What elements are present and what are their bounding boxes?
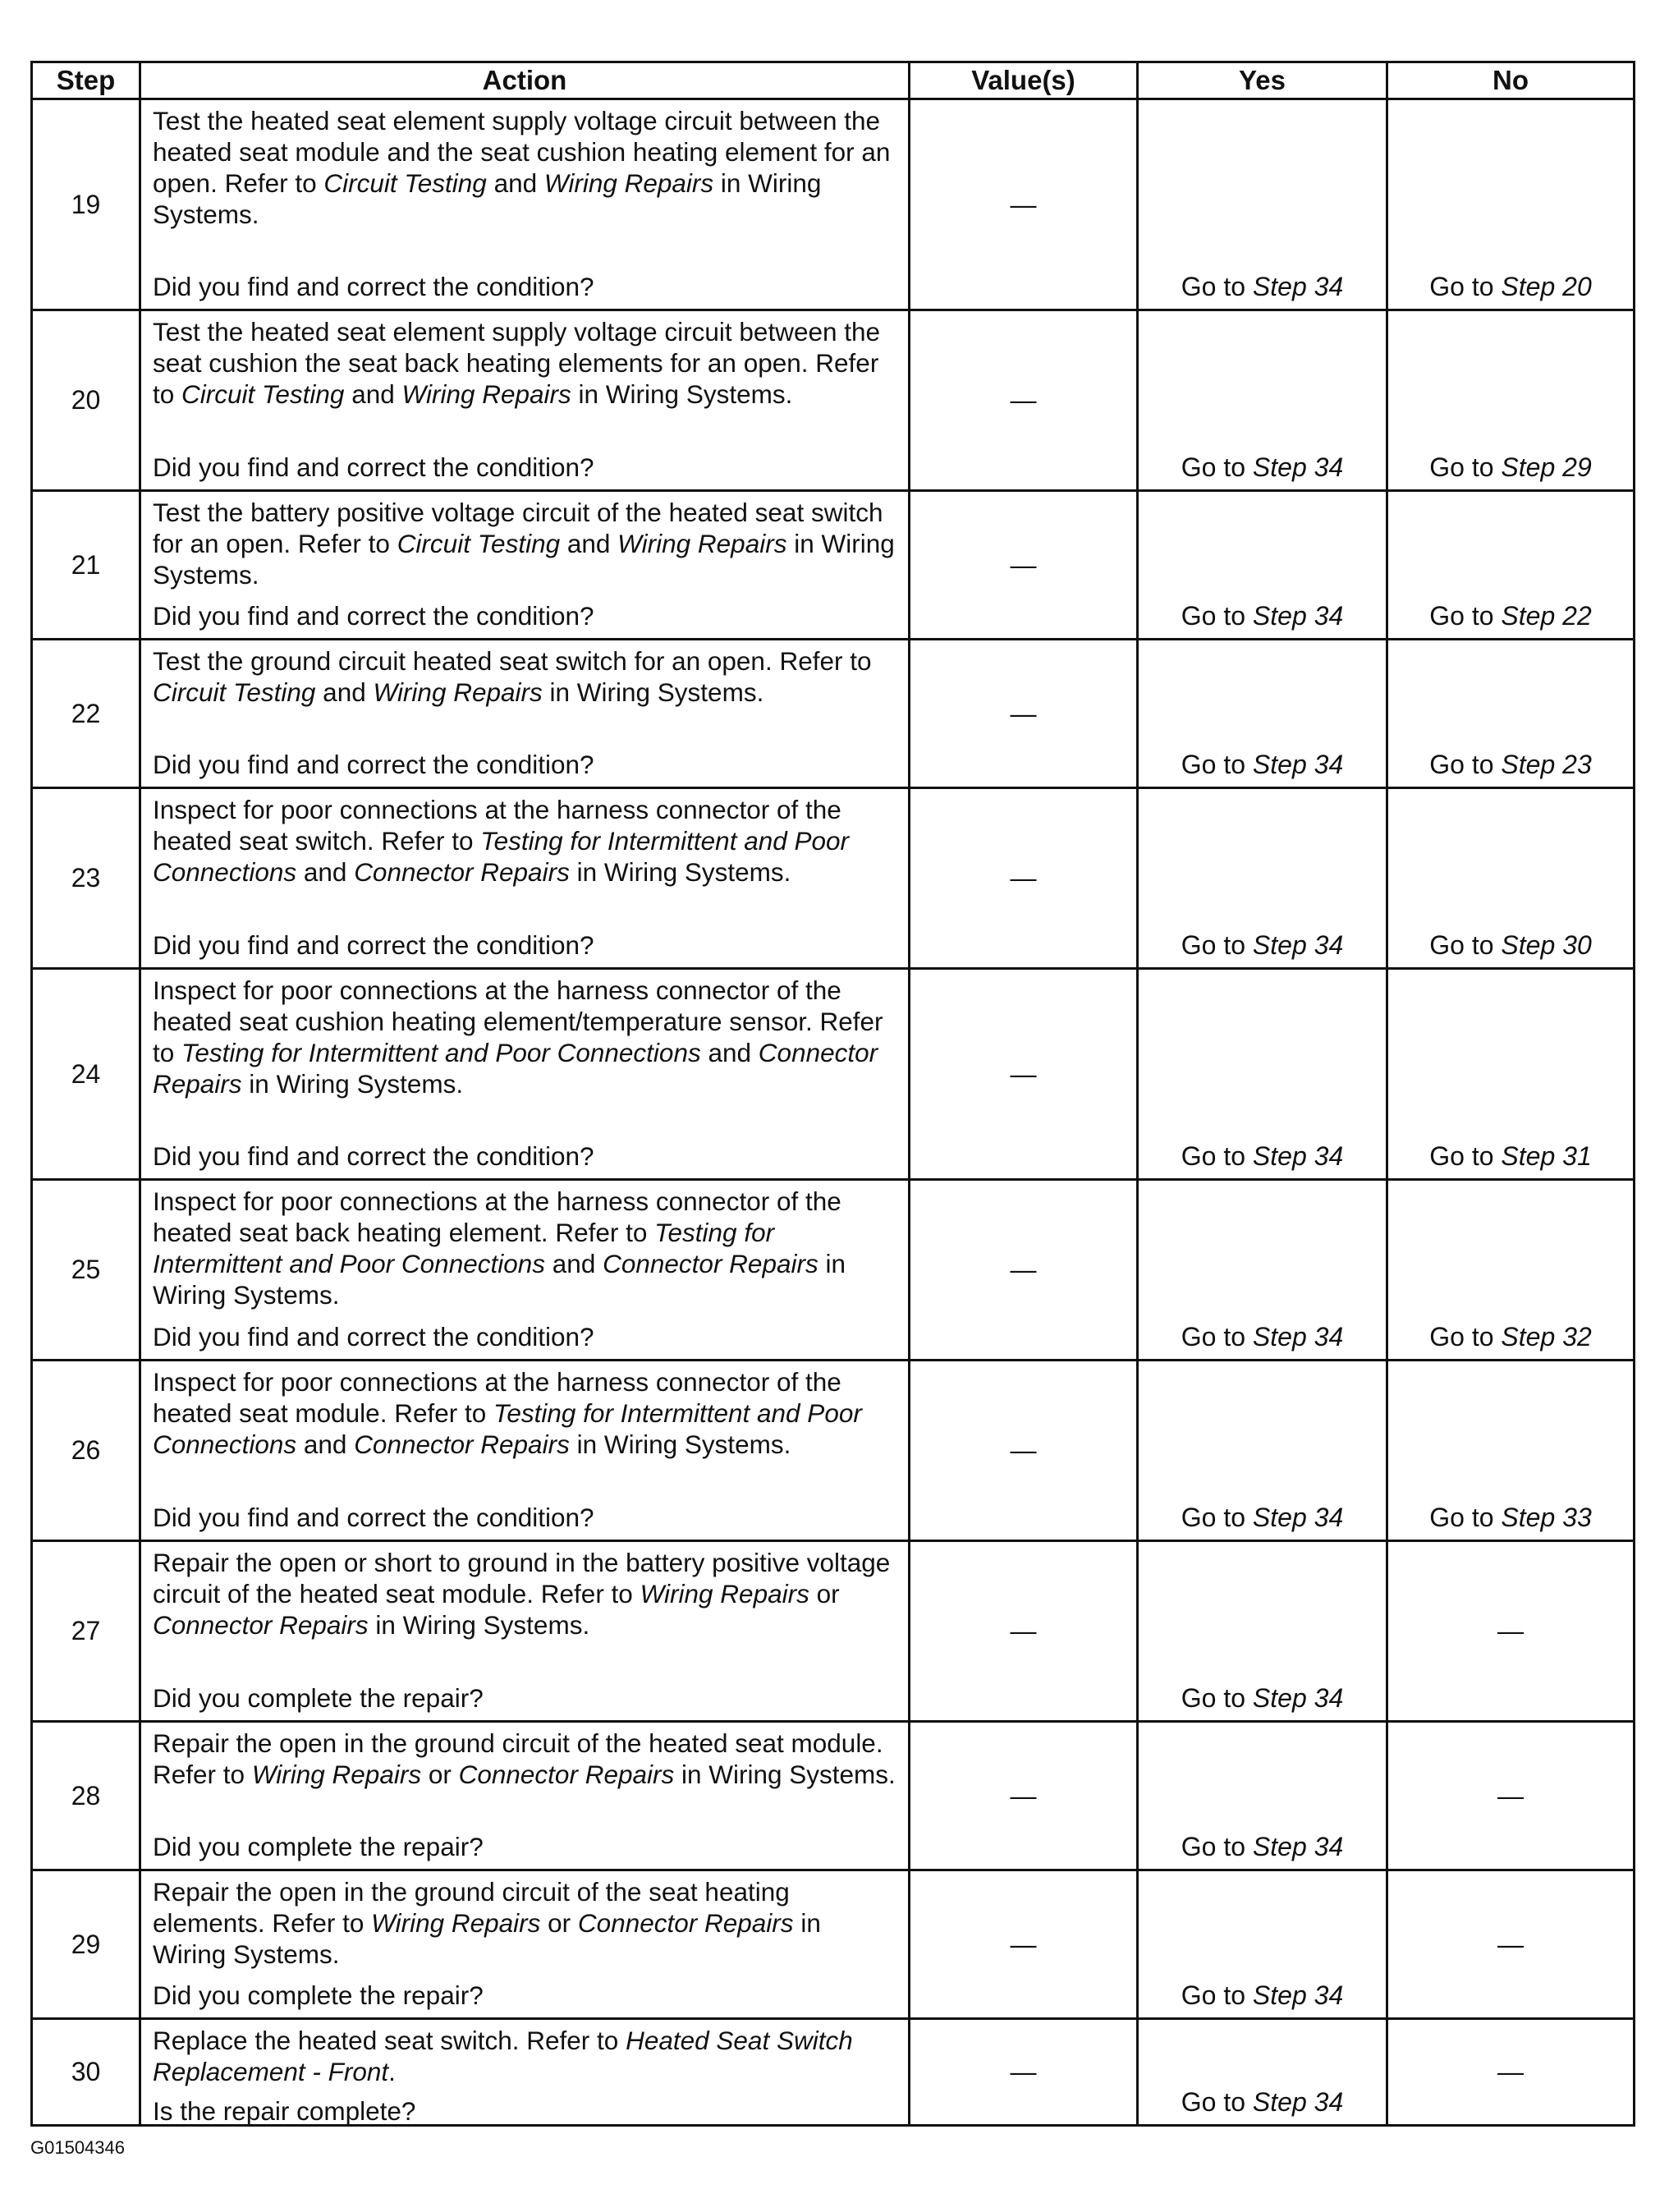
no-goto-link[interactable] [1388,271,1633,302]
yes-goto-link[interactable] [1139,1980,1386,2011]
yes-goto-link[interactable] [1139,1502,1386,1533]
yes-goto-target: Step 34 [1252,1980,1344,2010]
yes-goto-target: Step 34 [1252,272,1344,301]
no-cell [1387,969,1635,1180]
yes-goto-target: Step 34 [1252,1141,1344,1171]
no-goto-link[interactable] [1388,1140,1633,1172]
yes-goto-prefix: Go to [1181,930,1246,960]
value-cell [910,1722,1138,1870]
yes-cell [1138,969,1387,1180]
action-cell [140,1541,910,1722]
value-dash: — [1010,1058,1037,1089]
figure-code: G01504346 [30,2137,125,2158]
table-row [32,1722,1635,1870]
action-instructions: Repair the open in the ground circuit of the seat heating elements. Refer to Wiring Repairs or Connector Repairs in Wiring Systems. [153,1877,821,1969]
diagnostic-table-container [30,61,1633,2127]
yes-cell [1138,2019,1387,2126]
action-cell [140,640,910,788]
yes-goto-target: Step 34 [1252,930,1344,960]
value-cell [910,788,1138,969]
yes-goto-link[interactable] [1139,749,1386,780]
action-content [141,1542,908,1720]
action-cell [140,99,910,310]
yes-cell [1138,1361,1387,1541]
table-row [32,1870,1635,2019]
yes-content [1139,1181,1386,1359]
no-goto-prefix: Go to [1429,452,1494,482]
no-goto-prefix: Go to [1429,1503,1494,1532]
value-dash: — [1010,863,1037,893]
no-cell [1387,1722,1635,1870]
no-content [1388,1361,1633,1540]
header-no: No [1387,62,1635,99]
action-content [141,1723,908,1869]
action-content [141,2020,908,2124]
no-goto-link[interactable] [1388,1502,1633,1533]
action-instructions: Test the heated seat element supply voltage circuit between the seat cushion the seat back heating elements for an open. Refer to Circuit Testing and Wiring Repairs in Wiring Systems. [153,317,881,409]
action-instructions: Test the battery positive voltage circuit of the heated seat switch for an open. Refer to Circuit Testing and Wiring Repairs in Wiring Systems. [153,498,895,590]
header-step: Step [32,62,140,99]
value-cell [910,491,1138,640]
no-goto-prefix: Go to [1429,1141,1494,1171]
no-cell [1387,640,1635,788]
action-instructions: Repair the open or short to ground in the battery positive voltage circuit of the heated seat module. Refer to Wiring Repairs or Connector Repairs in Wiring Systems. [153,1548,891,1640]
header-values: Value(s) [910,62,1138,99]
yes-content [1139,640,1386,787]
value-dash: — [1010,189,1037,219]
yes-goto-prefix: Go to [1181,1322,1246,1352]
yes-goto-link[interactable] [1139,1140,1386,1172]
no-goto-target: Step 31 [1501,1141,1592,1171]
no-cell [1387,1361,1635,1541]
action-cell [140,2019,910,2126]
action-instructions: Test the ground circuit heated seat switch for an open. Refer to Circuit Testing and Wiring Repairs in Wiring Systems. [153,646,872,707]
value-cell [910,1361,1138,1541]
value-cell [910,1180,1138,1361]
no-goto-link[interactable] [1388,1321,1633,1352]
value-cell [910,969,1138,1180]
action-cell [140,310,910,491]
value-dash: — [1010,385,1037,415]
yes-goto-link[interactable] [1139,929,1386,961]
action-question: Did you find and correct the condition? [153,452,594,482]
yes-goto-prefix: Go to [1181,750,1246,779]
no-cell [1387,788,1635,969]
header-yes: Yes [1138,62,1387,99]
value-cell [910,99,1138,310]
yes-cell [1138,1870,1387,2019]
no-goto-target: Step 29 [1501,452,1592,482]
no-content [1388,1181,1633,1359]
yes-goto-prefix: Go to [1181,272,1246,301]
table-row [32,788,1635,969]
no-dash: — [1497,2057,1524,2086]
table-header-row [32,62,1635,99]
yes-goto-target: Step 34 [1252,1503,1344,1532]
no-dash: — [1497,1616,1524,1645]
action-content [141,640,908,787]
action-content [141,1871,908,2017]
action-cell [140,491,910,640]
action-question: Did you complete the repair? [153,1832,484,1861]
table-row [32,640,1635,788]
action-content [141,492,908,638]
step-number: 20 [32,310,140,491]
value-cell [910,640,1138,788]
yes-goto-link[interactable] [1139,452,1386,483]
step-number: 27 [32,1541,140,1722]
table-row [32,2019,1635,2126]
action-content [141,1361,908,1540]
action-content [141,970,908,1178]
yes-goto-target: Step 34 [1252,2087,1344,2117]
yes-goto-prefix: Go to [1181,1980,1246,2010]
step-number: 22 [32,640,140,788]
value-cell [910,1541,1138,1722]
value-dash: — [1010,1929,1037,1959]
no-dash: — [1497,1780,1524,1810]
step-number: 25 [32,1180,140,1361]
yes-cell [1138,1722,1387,1870]
action-cell [140,788,910,969]
action-content [141,100,908,309]
value-dash: — [1010,1616,1037,1645]
step-number: 24 [32,969,140,1180]
table-row [32,1361,1635,1541]
yes-content [1139,2020,1386,2124]
yes-content [1139,789,1386,967]
yes-goto-link[interactable] [1139,600,1386,631]
no-goto-prefix: Go to [1429,930,1494,960]
value-dash: — [1010,549,1037,580]
yes-cell [1138,310,1387,491]
step-number: 21 [32,491,140,640]
no-cell [1387,1541,1635,1722]
no-cell [1387,1870,1635,2019]
step-number: 26 [32,1361,140,1541]
yes-content [1139,1361,1386,1540]
no-cell [1387,1180,1635,1361]
action-question: Did you complete the repair? [153,1683,484,1713]
action-instructions: Repair the open in the ground circuit of the heated seat module. Refer to Wiring Repairs or Connector Repairs in Wiring Systems. [153,1728,896,1789]
value-cell [910,1870,1138,2019]
yes-goto-link[interactable] [1139,1682,1386,1714]
value-cell [910,2019,1138,2126]
no-content [1388,100,1633,309]
no-cell [1387,99,1635,310]
diagnostic-table [30,61,1635,2127]
header-action: Action [140,62,910,99]
action-question: Did you find and correct the condition? [153,1503,594,1532]
no-goto-link[interactable] [1388,749,1633,780]
action-cell [140,1180,910,1361]
action-instructions: Inspect for poor connections at the harness connector of the heated seat back heating element. Refer to Testing for Intermittent and Poor Connections and Connector Repairs in Wiring Systems. [153,1186,846,1310]
action-question: Did you find and correct the condition? [153,1322,594,1352]
action-cell [140,1722,910,1870]
value-cell [910,310,1138,491]
yes-goto-prefix: Go to [1181,452,1246,482]
action-question: Did you find and correct the condition? [153,601,594,631]
table-row [32,1541,1635,1722]
yes-goto-target: Step 34 [1252,601,1344,631]
step-number: 29 [32,1870,140,2019]
yes-goto-link[interactable] [1139,271,1386,302]
no-cell [1387,2019,1635,2126]
no-goto-prefix: Go to [1429,1322,1494,1352]
yes-cell [1138,1180,1387,1361]
no-content [1388,970,1633,1178]
step-number: 19 [32,99,140,310]
action-instructions: Replace the heated seat switch. Refer to Heated Seat Switch Replacement - Front. [153,2026,853,2086]
yes-content [1139,1723,1386,1869]
value-dash: — [1010,1255,1037,1284]
yes-goto-target: Step 34 [1252,452,1344,482]
no-cell [1387,491,1635,640]
no-goto-target: Step 32 [1501,1322,1592,1352]
no-content [1388,311,1633,489]
action-cell [140,1361,910,1541]
action-content [141,789,908,967]
no-goto-link[interactable] [1388,600,1633,631]
no-goto-target: Step 33 [1501,1503,1592,1532]
yes-cell [1138,491,1387,640]
step-number: 23 [32,788,140,969]
yes-goto-target: Step 34 [1252,1832,1344,1861]
action-cell [140,1870,910,2019]
action-cell [140,969,910,1180]
yes-content [1139,311,1386,489]
value-dash: — [1010,698,1037,728]
no-goto-target: Step 20 [1501,272,1592,301]
action-question: Did you find and correct the condition? [153,930,594,960]
action-content [141,311,908,489]
yes-cell [1138,640,1387,788]
table-row [32,310,1635,491]
yes-content [1139,492,1386,638]
yes-cell [1138,99,1387,310]
action-question: Did you find and correct the condition? [153,272,594,301]
yes-goto-link[interactable] [1139,2086,1386,2118]
no-content [1388,640,1633,787]
value-dash: — [1010,1780,1037,1810]
no-goto-link[interactable] [1388,929,1633,961]
step-number: 28 [32,1722,140,1870]
no-goto-prefix: Go to [1429,601,1494,631]
action-question: Is the repair complete? [153,2096,416,2126]
action-content [141,1181,908,1359]
action-instructions: Test the heated seat element supply voltage circuit between the heated seat module and the seat cushion heating element for an open. Refer to Circuit Testing and Wiring Repairs in Wiring Systems. [153,106,891,229]
action-instructions: Inspect for poor connections at the harness connector of the heated seat module. Refer to Testing for Intermittent and Poor Connections and Connector Repairs in Wiring Systems. [153,1367,862,1459]
no-goto-target: Step 23 [1501,750,1592,779]
value-dash: — [1010,2057,1037,2086]
yes-goto-prefix: Go to [1181,1832,1246,1861]
table-row [32,99,1635,310]
yes-content [1139,100,1386,309]
no-content [1388,492,1633,638]
yes-goto-prefix: Go to [1181,2087,1246,2117]
yes-goto-target: Step 34 [1252,1683,1344,1713]
yes-cell [1138,788,1387,969]
table-row [32,969,1635,1180]
table-row [32,1180,1635,1361]
yes-content [1139,1871,1386,2017]
action-instructions: Inspect for poor connections at the harness connector of the heated seat cushion heating element/temperature sensor. Refer to Testing for Intermittent and Poor Connections and Connector Repairs in Wiring Systems. [153,975,883,1099]
yes-goto-link[interactable] [1139,1321,1386,1352]
yes-goto-prefix: Go to [1181,601,1246,631]
no-dash: — [1497,1929,1524,1959]
yes-goto-prefix: Go to [1181,1503,1246,1532]
no-goto-prefix: Go to [1429,272,1494,301]
step-number: 30 [32,2019,140,2126]
no-goto-target: Step 30 [1501,930,1592,960]
table-row [32,491,1635,640]
action-question: Did you complete the repair? [153,1980,484,2010]
no-goto-prefix: Go to [1429,750,1494,779]
yes-goto-target: Step 34 [1252,1322,1344,1352]
no-cell [1387,310,1635,491]
action-question: Did you find and correct the condition? [153,750,594,779]
yes-cell [1138,1541,1387,1722]
value-dash: — [1010,1435,1037,1465]
action-instructions: Inspect for poor connections at the harness connector of the heated seat switch. Refer to Testing for Intermittent and Poor Connections and Connector Repairs in Wiring Systems. [153,795,850,887]
yes-goto-target: Step 34 [1252,750,1344,779]
no-goto-target: Step 22 [1501,601,1592,631]
no-content [1388,789,1633,967]
yes-content [1139,970,1386,1178]
yes-content [1139,1542,1386,1720]
yes-goto-prefix: Go to [1181,1141,1246,1171]
yes-goto-link[interactable] [1139,1831,1386,1862]
action-question: Did you find and correct the condition? [153,1141,594,1171]
no-goto-link[interactable] [1388,452,1633,483]
yes-goto-prefix: Go to [1181,1683,1246,1713]
